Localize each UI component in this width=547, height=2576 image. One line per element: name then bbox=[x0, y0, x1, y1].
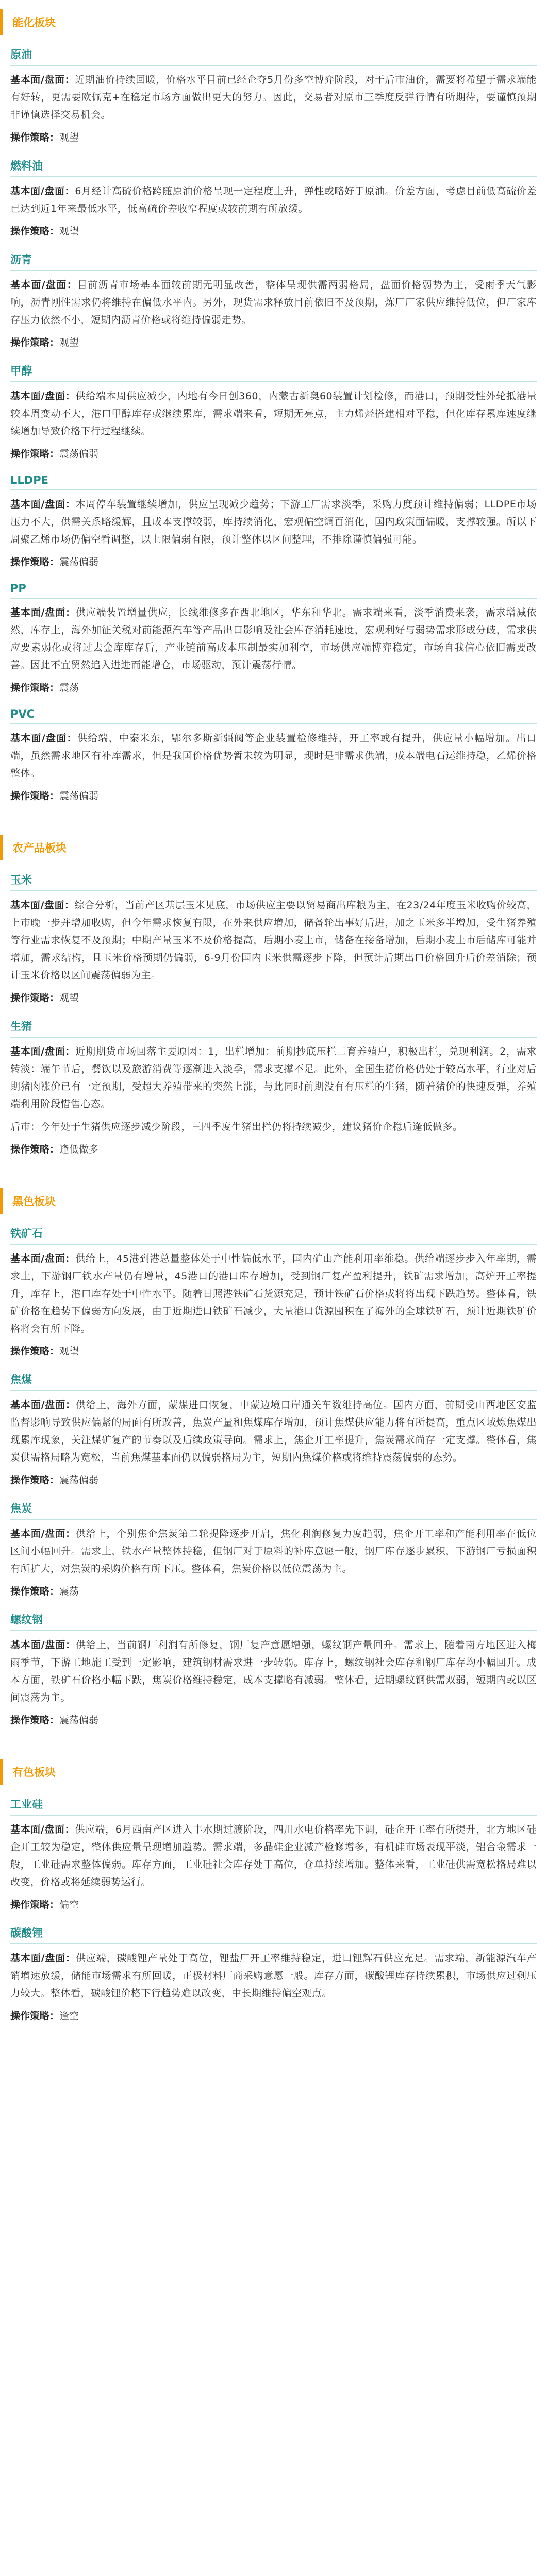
section-divider bbox=[0, 1738, 547, 1750]
analysis-label: 基本面/盘面： bbox=[10, 391, 76, 402]
sector-section bbox=[0, 1750, 547, 2034]
commodity-title: PVC bbox=[10, 708, 537, 724]
analysis-text: 供应端，6月西南产区进入丰水期过渡阶段，四川水电价格率先下调，硅企开工率有所提升，北方地区硅企开工较为稳定，整体供应量呈现增加趋势。需求端，多晶硅企业减产检修增多，有机硅市场表现平淡，铝合金需求一般，工业硅需求整体偏弱。库存方面，工业硅社会库存处于高位，仓单持续增加。整体来看，工业硅供需宽松格局难以改变，价格或将延续弱势运行。 bbox=[10, 1824, 537, 1888]
commodity-block bbox=[0, 1612, 547, 1729]
strategy-line bbox=[10, 223, 537, 240]
analysis-text: 6月经计高硫价格跨随原油价格呈现一定程度上升，弹性或略好于原油。价差方面，考虑目前低高硫价差已达到近1年来最低水平，低高硫价差收窄程度或较前期有所放缓。 bbox=[10, 185, 537, 214]
strategy-line bbox=[10, 445, 537, 463]
strategy-value: 震荡 bbox=[59, 682, 79, 693]
analysis-text: 供应端装置增量供应，长线维修多在西北地区，华东和华北。需求端来看，淡季消费来袭，需求增减依然，库存上，海外加征关税对前能源汽车等产品出口影响及社会库存消耗速度，宏观利好与弱势需求形成分歧，需求供应要素弱化或将过去金库库存后，产业链前高成本压制最实加利空，市场供应端博弈稳定，市场自我信心依旧需要改善。因此不宜贸然追入进进而能增仓，市场驱动，预计震荡行情。 bbox=[10, 607, 537, 671]
commodity-block bbox=[0, 1371, 547, 1489]
analysis-paragraph bbox=[10, 71, 537, 124]
outlook-paragraph: 后市：今年处于生猪供应逐步减少阶段，三四季度生猪出栏仍将持续减少，建议猪价企稳后逢低做多。 bbox=[10, 1121, 463, 1132]
analysis-text: 供给端本周供应减少，内地有今日创360，内蒙古新奥60装置计划检修，而港口，预期受性外轮抵港量较本周变动不大，港口甲醇库存或继续累库，需求端来看，短期无亮点，主力烯烃搭建相对平稳，但化库存累库速度继续增加导致价格下行过程继续。 bbox=[10, 391, 537, 437]
commodity-title: 沥青 bbox=[10, 251, 537, 271]
strategy-line bbox=[10, 1896, 537, 1913]
analysis-paragraph bbox=[10, 276, 537, 329]
analysis-label: 基本面/盘面： bbox=[10, 1046, 76, 1057]
commodity-block bbox=[0, 1018, 547, 1158]
sector-section bbox=[0, 1179, 547, 1738]
analysis-paragraph bbox=[10, 1250, 537, 1337]
section-divider bbox=[0, 1167, 547, 1179]
analysis-text: 近期期货市场回落主要原因：1，出栏增加：前期抄底压栏二育养殖户，积极出栏，兑现利润。2，需求转淡：端午节后，餐饮以及旅游消费等逐渐进入淡季，需求支撑不足。此外，全国生猪价格仍处于较高水平，行业对后期猪肉涨价已有一定预期，受超大养殖带来的突然上涨，与此同时前期没有有压栏的生猪，随着猪价的快速反弹，养殖端利用阶段惜售心态。 bbox=[10, 1046, 537, 1110]
strategy-value: 震荡偏弱 bbox=[59, 556, 99, 568]
sector-section bbox=[0, 0, 547, 814]
commodity-block bbox=[0, 872, 547, 1007]
strategy-line bbox=[10, 1583, 537, 1600]
analysis-label: 基本面/盘面： bbox=[10, 900, 75, 911]
strategy-line bbox=[10, 334, 537, 351]
commodity-block bbox=[0, 474, 547, 571]
analysis-paragraph bbox=[10, 182, 537, 217]
strategy-value: 观望 bbox=[59, 337, 79, 348]
analysis-text: 供给上，45港到港总量整体处于中性偏低水平，国内矿山产能利用率维稳。供给端逐步步入年率期，需求上，下游钢厂铁水产量仍有增量，45港口的港口库存增加，受到钢厂复产盈利提升，铁矿需求增加，高炉开工率提升，库存上，港口库存处于中性水平。随着日照港铁矿石货源充足，预计铁矿石价格或将将出现下跌趋势。整体看，铁矿价格在趋势下偏弱方向发展，由于近期进口铁矿石减少，大量港口货源囤积在了海外的全球铁矿石，预计近期铁矿价格将会有所下降。 bbox=[10, 1253, 537, 1334]
strategy-label: 操作策略： bbox=[10, 1346, 60, 1357]
commodity-title: 焦煤 bbox=[10, 1371, 537, 1391]
commodity-block bbox=[0, 251, 547, 351]
commodity-title: 甲醇 bbox=[10, 363, 537, 382]
analysis-label: 基本面/盘面： bbox=[10, 733, 77, 744]
commodity-block bbox=[0, 1925, 547, 2025]
analysis-label: 基本面/盘面： bbox=[10, 1528, 76, 1539]
commodity-block bbox=[0, 708, 547, 805]
commodity-title: 工业硅 bbox=[10, 1796, 537, 1816]
strategy-line bbox=[10, 1711, 537, 1729]
strategy-value: 震荡偏弱 bbox=[59, 448, 99, 460]
commodity-block bbox=[0, 1225, 547, 1360]
strategy-line bbox=[10, 989, 537, 1007]
analysis-label: 基本面/盘面： bbox=[10, 1639, 76, 1651]
strategy-label: 操作策略： bbox=[10, 1715, 60, 1726]
strategy-label: 操作策略： bbox=[10, 1144, 60, 1155]
section-divider bbox=[0, 2034, 547, 2045]
analysis-text: 供给上，当前钢厂利润有所修复，钢厂复产意愿增强，螺纹钢产量回升。需求上，随着南方地区进入梅雨季节，下游工地施工受到一定影响，建筑钢材需求进一步转弱。库存上，螺纹钢社会库存和钢厂库存均小幅回升。成本方面，铁矿石价格小幅下跌，焦炭价格维持稳定，成本支撑略有减弱。整体看，近期螺纹钢供需双弱，短期内或以区间震荡为主。 bbox=[10, 1639, 537, 1703]
strategy-label: 操作策略： bbox=[10, 1475, 60, 1486]
strategy-label: 操作策略： bbox=[10, 1586, 60, 1597]
analysis-label: 基本面/盘面： bbox=[10, 1824, 75, 1835]
strategy-value: 观望 bbox=[59, 992, 79, 1004]
commodity-title: 玉米 bbox=[10, 872, 537, 891]
strategy-label: 操作策略： bbox=[10, 337, 60, 348]
strategy-line bbox=[10, 553, 537, 571]
strategy-line bbox=[10, 1343, 537, 1360]
analysis-label: 基本面/盘面： bbox=[10, 1253, 76, 1264]
analysis-label: 基本面/盘面： bbox=[10, 1399, 76, 1411]
commodity-block bbox=[0, 363, 547, 463]
strategy-label: 操作策略： bbox=[10, 2010, 60, 2022]
commodity-block bbox=[0, 582, 547, 697]
strategy-value: 震荡偏弱 bbox=[59, 1715, 99, 1726]
strategy-value: 逢低做多 bbox=[59, 1144, 99, 1155]
commodity-title: 铁矿石 bbox=[10, 1225, 537, 1245]
analysis-text: 供给上，海外方面，蒙煤进口恢复，中蒙边境口岸通关车数维持高位。国内方面，前期受山西地区安监监督影响导致供应偏紧的局面有所改善，焦炭产量和焦煤库存增加，预计焦煤供应能力将有所提高，重点区域炼焦煤出现累库现象，关注煤矿复产的节奏以及后续政策导向。需求上，焦企开工率提升，焦炭需求尚存一定支撑。整体看，焦炭供需格局略为宽松，当前焦煤基本面仍以偏弱格局为主，短期内焦煤价格或将维持震荡偏弱的态势。 bbox=[10, 1399, 537, 1463]
strategy-label: 操作策略： bbox=[10, 682, 60, 693]
strategy-value: 观望 bbox=[59, 226, 79, 237]
analysis-paragraph bbox=[10, 387, 537, 440]
commodity-title: 螺纹钢 bbox=[10, 1612, 537, 1631]
strategy-line bbox=[10, 679, 537, 697]
analysis-text: 近期油价持续回暖，价格水平目前已经企夺5月份多空博弈阶段，对于后市油价，需要将希望于需求端能有好转，更需要欧佩克+在稳定市场方面做出更大的努力。因此，交易者对原市三季度反弹行情有所期待，要谨慎预期非谨慎选择交易机会。 bbox=[10, 74, 537, 121]
section-divider bbox=[0, 814, 547, 825]
strategy-label: 操作策略： bbox=[10, 226, 60, 237]
analysis-label: 基本面/盘面： bbox=[10, 607, 76, 618]
analysis-text: 目前沥青市场基本面较前期无明显改善，整体呈现供需两弱格局，盘面价格弱势为主，受雨季天气影响，沥青刚性需求仍将维持在偏低水平内。另外，现货需求释放目前依旧不及预期，炼厂厂家供应维持低位，但厂家库存压力依然不小，短期内沥青价格或将维持偏弱走势。 bbox=[10, 279, 537, 326]
strategy-line bbox=[10, 1471, 537, 1489]
strategy-value: 震荡偏弱 bbox=[59, 790, 99, 802]
strategy-line bbox=[10, 2007, 537, 2025]
strategy-value: 观望 bbox=[59, 132, 79, 143]
commodity-title: PP bbox=[10, 582, 537, 599]
analysis-label: 基本面/盘面： bbox=[10, 499, 76, 510]
analysis-paragraph bbox=[10, 1636, 537, 1706]
analysis-label: 基本面/盘面： bbox=[10, 1953, 76, 1964]
strategy-value: 偏空 bbox=[59, 1899, 79, 1910]
sector-title: 黑色板块 bbox=[0, 1188, 65, 1214]
strategy-label: 操作策略： bbox=[10, 1899, 60, 1910]
analysis-paragraph bbox=[10, 730, 537, 782]
analysis-paragraph bbox=[10, 604, 537, 674]
analysis-paragraph bbox=[10, 1525, 537, 1578]
strategy-value: 震荡 bbox=[59, 1586, 79, 1597]
strategy-label: 操作策略： bbox=[10, 448, 60, 460]
sector-title: 能化板块 bbox=[0, 9, 65, 35]
strategy-label: 操作策略： bbox=[10, 790, 60, 802]
strategy-value: 观望 bbox=[59, 1346, 79, 1357]
analysis-text: 本周停车装置继续增加，供应呈现减少趋势；下游工厂需求淡季，采购力度预计维持偏弱；LLDPE市场压力不大，供需关系略缓解，且成本支撑较弱，库持续消化，宏观偏空调百消化，国内政策面偏暖，支撑较强。所以下周聚乙烯市场仍偏空看调整，以上限偏弱有限，预计整体以区间整理，不排除谨慎偏强可能。 bbox=[10, 499, 537, 545]
strategy-label: 操作策略： bbox=[10, 992, 60, 1004]
commodity-title: 原油 bbox=[10, 46, 537, 66]
sector-section bbox=[0, 825, 547, 1167]
strategy-label: 操作策略： bbox=[10, 556, 60, 568]
analysis-paragraph bbox=[10, 896, 537, 984]
analysis-label: 基本面/盘面： bbox=[10, 279, 77, 291]
analysis-paragraph bbox=[10, 1043, 537, 1113]
analysis-paragraph bbox=[10, 496, 537, 548]
commodity-title: 焦炭 bbox=[10, 1500, 537, 1520]
sector-title: 农产品板块 bbox=[0, 835, 76, 860]
commodity-title: 燃料油 bbox=[10, 158, 537, 177]
commodity-title: LLDPE bbox=[10, 474, 537, 490]
strategy-line bbox=[10, 129, 537, 146]
analysis-paragraph bbox=[10, 1396, 537, 1466]
strategy-line bbox=[10, 787, 537, 805]
analysis-paragraph bbox=[10, 1821, 537, 1891]
analysis-label: 基本面/盘面： bbox=[10, 185, 75, 197]
analysis-paragraph bbox=[10, 1950, 537, 2002]
commodity-title: 碳酸锂 bbox=[10, 1925, 537, 1944]
commodity-block bbox=[0, 1796, 547, 1913]
analysis-text: 供应端，碳酸锂产量处于高位，锂盐厂开工率维持稳定，进口锂辉石供应充足。需求端，新能源汽车产销增速放缓，储能市场需求有所回暖，正极材料厂商采购意愿一般。库存方面，碳酸锂库存持续累积，市场供应过剩压力较大。整体看，碳酸锂价格下行趋势难以改变，中长期维持偏空观点。 bbox=[10, 1953, 537, 1999]
strategy-value: 震荡偏弱 bbox=[59, 1475, 99, 1486]
sector-title: 有色板块 bbox=[0, 1759, 65, 1785]
analysis-text: 综合分析，当前产区基层玉米见底，市场供应主要以贸易商出库粮为主，在23/24年度玉米收购价较高，上市晚一步并增加收购，但今年需求恢复有限，在外来供应增加，储备轮出事好后进，加之玉米多半增加，受生猪养殖等行业需求恢复不及预期；中期产量玉米不及价格提高，后期小麦上市，储备在接备增加，后期小麦上市后储库可能并增加，需求结构，且玉米价格预期仍偏弱，6-9月份国内玉米供需逐步下降，但预计后期出口价格回升后价差消除；预计玉米价格以区间震荡偏弱为主。 bbox=[10, 900, 537, 981]
analysis-text: 供给上，个别焦企焦炭第二轮提降逐步开启，焦化利润修复力度趋弱，焦企开工率和产能利用率在低位区间小幅回升。需求上，铁水产量整体持稳，但钢厂对于原料的补库意愿一般，钢厂库存逐步累积，下游钢厂亏损面积有所扩大，对焦炭的采购价格有所下压。整体看，焦炭价格以低位震荡为主。 bbox=[10, 1528, 537, 1574]
strategy-value: 逢空 bbox=[59, 2010, 79, 2022]
commodity-title: 生猪 bbox=[10, 1018, 537, 1038]
strategy-label: 操作策略： bbox=[10, 132, 60, 143]
analysis-label: 基本面/盘面： bbox=[10, 74, 75, 86]
analysis-text: 供给端，中泰米东，鄂尔多斯新疆阀等企业装置检修维持，开工率或有提升，供应量小幅增加。出口端，虽然需求地区有补库需求，但是我国价格优势暂未较为明显，现时是非需求供端，成本端电石运维持稳，乙烯价格整体。 bbox=[10, 733, 537, 779]
commodity-block bbox=[0, 1500, 547, 1600]
commodity-block bbox=[0, 46, 547, 146]
commodity-block bbox=[0, 158, 547, 240]
strategy-line bbox=[10, 1141, 537, 1158]
